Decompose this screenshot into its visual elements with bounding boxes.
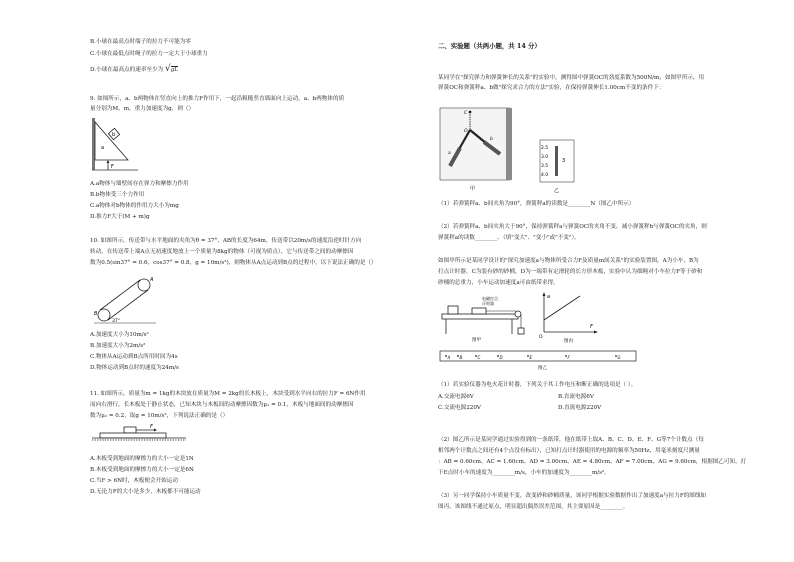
q13-figure-jia [438,294,528,342]
q8-sqrt-radicand: gL [170,67,179,73]
q11-stem-line2: 而向右滑行，长木板处于静止状态，已知木块与木板间的动摩擦因数为μ₁ = 0.1，木板与地面间的动摩擦因 [90,402,354,408]
q12-sub2-line2: 弹簧秤a的读数________、（填"变大"、"变小"或"不变"）。 [438,235,580,241]
q11-pull-arrowhead [154,429,157,432]
q12-fig-label-yi: 乙 [554,188,560,194]
tape-label-f: F [567,355,570,360]
q13-option-c: C.交流电源220V [438,405,481,411]
q13-label-dianci: 电磁打点 [482,296,498,301]
tape-label-a: A [447,355,451,360]
q13-sub3-line1: （3）另一同学保持小车质量不变，改变砂和砂桶质量，该同学根据实验数据作出了加速度a与拉力F的图线如 [438,493,707,499]
q12-label-o: O [464,129,468,134]
q13-pulley [515,311,521,317]
q10-stem-line3: 数为0.5(sin37° = 0.6，cos37° = 0.8，g = 10m/s²)，则物体从A点运动到B点的过程中，以下说法正确的是（） [90,260,377,266]
q12-scale-tick-1: 2.5 [541,146,549,151]
q10-pulley-bottom [98,309,110,321]
q12-sub1: （1）若弹簧秤a、b间夹角为90°，弹簧秤a的读数是________N（图乙中所示） [438,201,635,207]
q13-option-d: D.直流电源220V [558,405,602,411]
q10-belt-top [100,280,140,310]
q13-stem-line2: 打点计时器，C为装有砂的砂桶，D为一端带有定滑轮的长方形木板，实验中认为细绳对小车拉力F等于砂和 [438,269,703,275]
q8-option-c: C.小球在最低点时绳子的拉力一定大于小球重力 [90,51,208,57]
q10-option-d: D.物体运动到B点时的速度为24m/s [90,365,179,371]
q12-scale-tick-4: 4.0 [541,173,549,178]
q12-stem-line1: 某同学在"探究弹力和弹簧伸长的关系"的实验中，测得图中弹簧OC的劲度系数为500N/m，如图甲所示，用 [438,75,705,81]
q12-board-edge [506,108,512,180]
q10-pulley-top [138,279,150,291]
q13-fig-label-jia: 图甲 [472,338,481,342]
q13-sub2-line1: （2）图乙所示是某同学通过实验得到的一条纸带，他在纸带上取A、B、C、D、E、F、G等7个计数点（每 [438,437,704,443]
q10-stem-line1: 10. 如图所示，传送带与水平地面的夹角为θ = 37°，AB的长度为64m，传送带以20m/s的速度沿逆时针方向 [90,238,362,244]
q10-option-c: C.物体从A运动到B点所用时间为4s [90,354,178,360]
q13-label-a: a [547,294,551,300]
q13-axis-y-arrow [543,292,546,296]
q9-force-arrowhead [107,160,110,163]
q11-label-f: F [150,424,153,430]
q9-label-b: b [112,132,116,138]
q12-label-c: C [464,111,468,116]
q13-figure-yi-tape [438,348,638,370]
q13-sub2-line3: ：AB = 0.60cm、AC = 1.60cm、AD = 3.00cm、AE = 4.80cm、AF = 7.00cm、AG = 9.60cm，根据图乙可知，打 [438,459,747,465]
q13-table [442,314,518,319]
q12-scale-indicator [555,146,558,176]
q9-option-c: C.a物体对b物体的作用力大小为mg [90,203,179,209]
q10-conveyor-figure [92,275,158,327]
q13-tape [440,351,636,361]
q13-option-b: B.直流电源6V [558,394,594,400]
q12-sub2-line1: （2）若弹簧秤a、b间夹角大于90°，保持弹簧秤a与弹簧OC的夹角不变，减小弹簧秤b与弹簧OC的夹角，则 [438,224,707,230]
q13-sand-bucket [518,328,524,334]
q11-figure [92,424,188,444]
q8-option-d [90,66,178,74]
q12-scale-tick-2: 3.0 [541,155,549,160]
q10-label-a: A [150,277,154,283]
q10-belt-bottom [108,290,148,320]
q9-stem-line2: 量分别为M、m，重力加速度为g，则（） [90,106,195,112]
q11-stem-line3: 数为μ₂ = 0.2，取g = 10m/s²，下列说法正确的是（） [90,413,229,419]
q9-wall [92,118,95,170]
q10-option-b: B.加速度大小为2m/s² [90,343,146,349]
q11-option-c: C.当F > 6N时，木板便会开始运动 [90,478,178,484]
q11-small-block [124,427,136,433]
q13-label-jishiqi: 计时器 [482,301,494,306]
tape-label-g: G [617,355,621,360]
q9-figure [92,116,140,172]
q9-stem-line1: 9. 如图所示，a、b两物体在竖直向上的推力F作用下，一起沿粗糙竖直墙面向上运动，a、b两物体的质 [90,96,345,102]
q9-block-a [95,122,128,160]
q13-axis-x-arrow [594,331,598,334]
q10-stem-line2: 转动，在传送带上端A点无初速度地放上一个质量为8kg的物体（可视为质点），它与传送带之间的动摩擦因 [90,249,354,255]
section-title: 二、实验题（共两小题，共 14 分） [438,42,541,50]
q13-stem-line1: 如图甲所示是某同学设计的"探究加速度a与物体所受合力F及质量m间关系"的实验装置图，A为小车，B为 [438,258,699,264]
q12-board [440,108,510,180]
sqrt-symbol: √ [164,64,171,74]
q13-sub2-line2: 相邻两个计数点之间还有4个点没有标出），已知打点计时器使用的电源的频率为50Hz，用毫米刻度尺测量 [438,448,700,454]
tape-label-c: C [477,355,481,360]
q10-label-b: B [94,311,98,317]
right-column [400,0,794,562]
q13-stem-line3: 砂桶的总重力，小车运动加速度a可由纸带求得。 [438,280,559,286]
q12-scale-tick-3: 3.5 [541,164,549,169]
q8-option-d-text: D.小球在最高点的速率至少为 [90,67,164,73]
q13-cart [472,308,486,314]
q11-option-a: A.木板受到地面的摩擦力的大小一定是1N [90,456,194,462]
q11-option-b: B.木板受到地面的摩擦力的大小一定是6N [90,467,194,473]
q13-option-a: A.交流电源6V [438,394,474,400]
q13-label-o: O [539,335,543,340]
q13-label-f: F [590,324,593,330]
tape-label-b: B [459,355,463,360]
q13-figure-bing [538,290,602,344]
q11-option-d: D.无论力F的大小是多少，木板都不可能运动 [90,489,201,495]
q12-figure-yi [538,138,578,194]
q9-label-f: F [111,164,114,170]
q10-label-angle: 37° [112,319,120,324]
q12-stem-line2: 弹簧OC和弹簧秤a、b做"探究求合力的方法"实验，在保持弹簧伸长1.00cm不变的条件下： [438,85,665,91]
q12-fig-label-jia: 甲 [470,186,476,192]
q13-fig-label-bing: 图丙 [564,339,573,344]
q13-sub3-line2: 图丙，该图线不通过原点，明显超出偶然误差范围，其主要原因是________。 [438,504,629,510]
q13-sub1: （1）若实验仪器为电火花计时器，下列关于其工作电压和断正确的选项是（ ）。 [438,382,637,388]
q11-long-board [100,433,166,438]
q13-timer [448,306,458,314]
q9-option-a: A.a物体与墙壁间存在弹力和摩擦力作用 [90,181,189,187]
q10-option-a: A.加速度大小为10m/s² [90,332,149,338]
q11-stem-line1: 11. 如图所示，质量为m = 1kg的木块放在质量为M = 2kg的长木板上，木块受到水平向右的拉力F = 6N作用 [90,391,366,397]
q9-option-b: B.b物体受三个力作用 [90,192,145,198]
q9-label-a: a [101,145,105,151]
q8-option-b: B.小球在最高点时端子的拉力不可能为零 [90,39,191,45]
q13-fig-label-yi: 图乙 [538,366,547,370]
q12-scale-center: 3 [562,158,566,164]
q12-figure-jia [438,106,518,192]
tape-label-d: D [499,355,503,360]
tape-label-e: E [529,355,533,360]
q13-sub2-line4: 下E点时小车的速度为________m/s，小车的加速度为________m/s²。 [438,470,610,476]
q12-label-b: b [490,137,493,142]
q9-option-d: D.推力F大于(M + m)g [90,214,150,220]
q12-label-a: a [448,151,451,156]
